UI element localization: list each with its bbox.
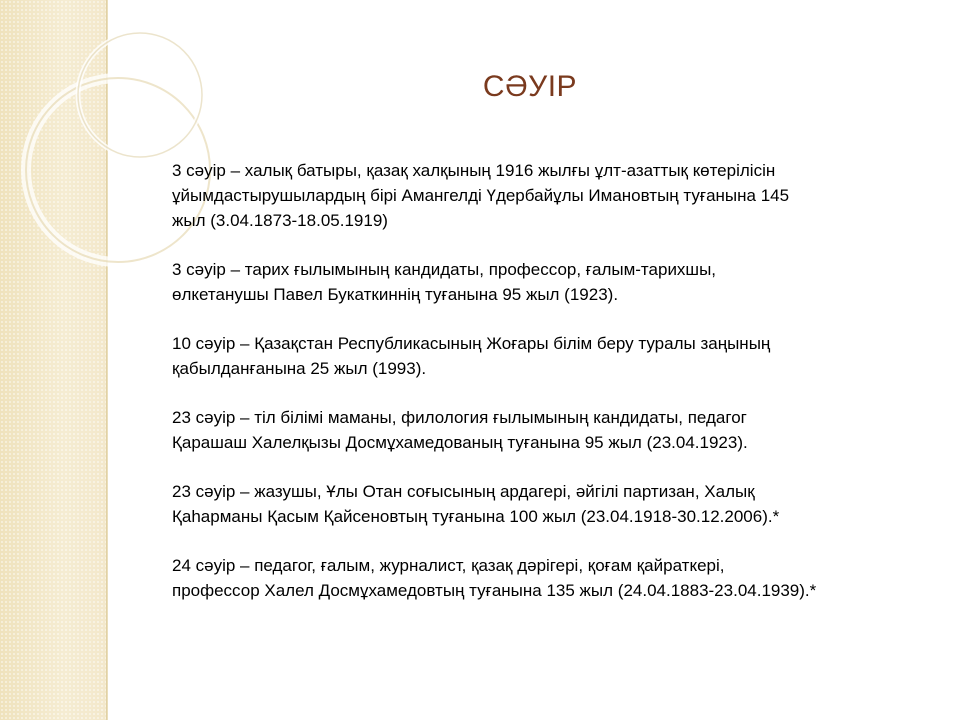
slide-title: СӘУІР	[482, 70, 578, 103]
event-paragraph: 10 сәуір – Қазақстан Республикасының Жоғары білім беру туралы заңының қабылданғанына 25 жыл (1993).	[172, 334, 771, 378]
event-paragraph: 23 сәуір – жазушы, Ұлы Отан соғысының ардагері, әйгілі партизан, Халық Қаһарманы Қасым Қайсеновтың туғанына 100 жыл (23.04.1918-30.12.2006).*	[172, 482, 780, 526]
event-paragraph: 3 сәуір – тарих ғылымының кандидаты, профессор, ғалым-тарихшы, өлкетанушы Павел Букаткиннің туғанына 95 жыл (1923).	[172, 260, 717, 304]
event-paragraph: 23 сәуір – тіл білімі маманы, филология ғылымының кандидаты, педагог Қарашаш Халелқызы Досмұхамедованың туғанына 95 жыл (23.04.1923).	[172, 408, 748, 452]
event-paragraph: 24 сәуір – педагог, ғалым, журналист, қазақ дәрігері, қоғам қайраткері, профессор Халел Досмұхамедовтың туғанына 135 жыл (24.04.1883-23.04.1939).*	[172, 556, 817, 600]
event-paragraph: 3 сәуір – халық батыры, қазақ халқының 1916 жылғы ұлт-азаттық көтерілісін ұйымдастырушылардың бірі Амангелді Үдербайұлы Имановтың туғанына 145 жыл (3.04.1873-18.05.1919)	[172, 161, 790, 230]
events-list	[172, 158, 940, 627]
